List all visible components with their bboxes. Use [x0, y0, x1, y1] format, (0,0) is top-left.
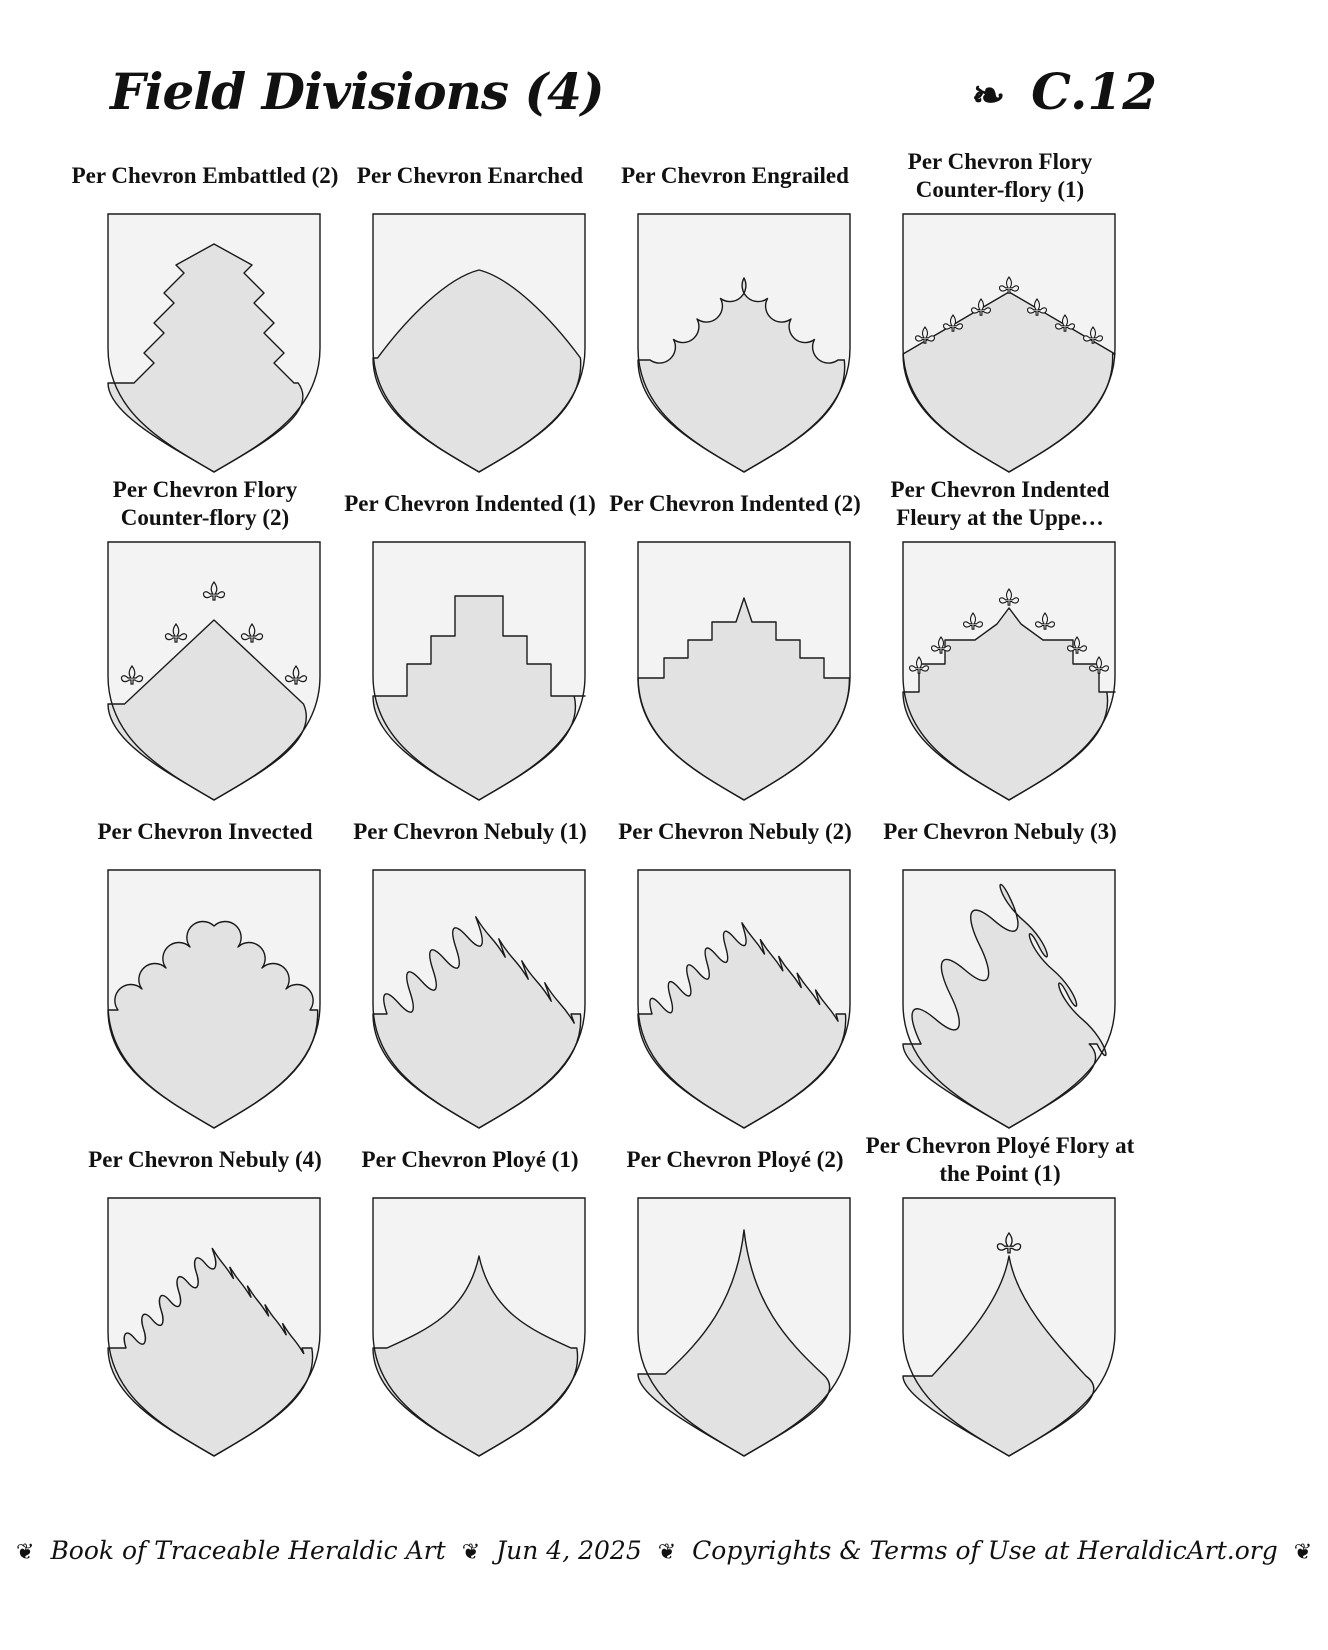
shield-per-chevron-indented-2	[632, 536, 856, 808]
shield-label: Per Chevron Engrailed	[621, 163, 849, 188]
shield-label: Per Chevron Nebuly (2)	[618, 819, 852, 844]
shield-per-chevron-indented-1	[367, 536, 591, 808]
plate-code	[972, 62, 1157, 121]
shield-label: Per Chevron Indented Fleury at the Uppe…	[890, 477, 1110, 530]
shield-per-chevron-flory-counter-flory-1	[897, 208, 1121, 480]
shield-label: Per Chevron Flory Counter-flory (1)	[907, 149, 1093, 202]
ornament-icon: ❦	[461, 1540, 481, 1565]
fleuron-icon: ❧	[971, 72, 1006, 119]
shield-label: Per Chevron Embattled (2)	[71, 163, 339, 188]
footer	[0, 1536, 1313, 1565]
shield-label: Per Chevron Ployé (1)	[361, 1147, 579, 1172]
shield-label: Per Chevron Flory Counter-flory (2)	[112, 477, 298, 530]
shield-label: Per Chevron Indented (1)	[344, 491, 596, 516]
shield-per-chevron-ploye-1	[367, 1192, 591, 1464]
shield-label: Per Chevron Invected	[97, 819, 313, 844]
shield-label: Per Chevron Indented (2)	[609, 491, 861, 516]
shield-per-chevron-enarched	[367, 208, 591, 480]
shield-per-chevron-flory-counter-flory-2	[102, 536, 326, 808]
plate-code-text: C.12	[1031, 62, 1157, 121]
ornament-icon: ❦	[16, 1540, 35, 1565]
shield-label: Per Chevron Ployé (2)	[626, 1147, 844, 1172]
ornament-icon: ❦	[657, 1540, 677, 1565]
footer-rights: Copyrights & Terms of Use at HeraldicArt.org	[692, 1536, 1278, 1565]
shield-per-chevron-nebuly-4	[102, 1192, 326, 1464]
shield-per-chevron-nebuly-1	[367, 864, 591, 1136]
page-title: Field Divisions (4)	[110, 62, 604, 121]
ornament-icon: ❦	[1293, 1540, 1313, 1565]
shield-per-chevron-ploye-2	[632, 1192, 856, 1464]
shield-per-chevron-nebuly-2	[632, 864, 856, 1136]
shield-label: Per Chevron Nebuly (4)	[88, 1147, 322, 1172]
shield-per-chevron-engrailed	[632, 208, 856, 480]
shield-per-chevron-nebuly-3	[897, 864, 1121, 1136]
shield-per-chevron-ploye-flory	[897, 1192, 1121, 1464]
shield-label: Per Chevron Enarched	[356, 163, 584, 188]
shield-label: Per Chevron Nebuly (1)	[353, 819, 587, 844]
footer-book-title: Book of Traceable Heraldic Art	[50, 1536, 446, 1565]
shield-label: Per Chevron Nebuly (3)	[883, 819, 1117, 844]
shield-per-chevron-invected	[102, 864, 326, 1136]
shield-label: Per Chevron Ployé Flory at the Point (1)	[865, 1133, 1135, 1186]
shield-per-chevron-embattled	[102, 208, 326, 480]
shield-per-chevron-indented-fleury	[897, 536, 1121, 808]
footer-date: Jun 4, 2025	[496, 1536, 642, 1565]
